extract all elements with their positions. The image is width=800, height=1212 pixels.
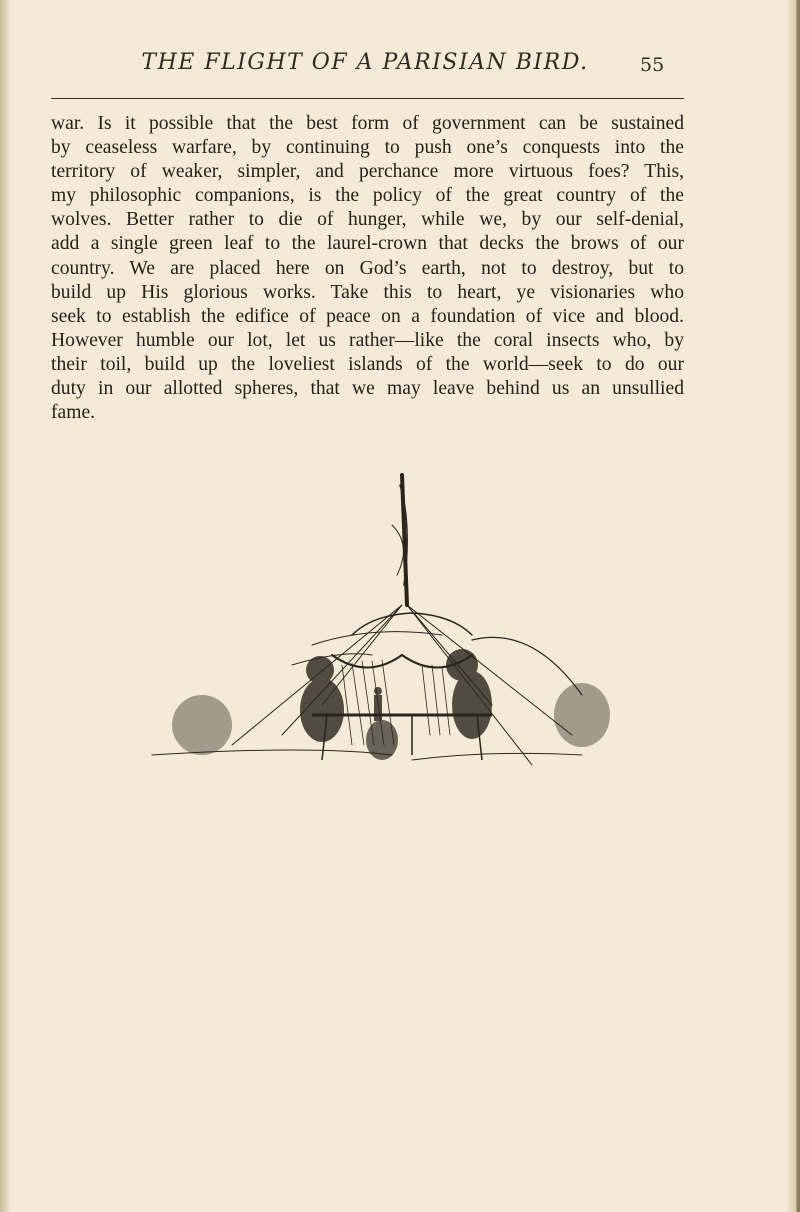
text-line: by ceaseless warfare, by continuing to push one’s conquests into the [51, 137, 684, 159]
text-line: However humble our lot, let us rather—like the coral insects who, by [51, 329, 684, 351]
page-edge-left [0, 0, 10, 1212]
text-line: their toil, build up the loveliest islands of the world—seek to do our [51, 353, 684, 375]
text-line: duty in our allotted spheres, that we may leave behind us an unsullied [51, 378, 684, 400]
text-line: seek to establish the edifice of peace on a foundation of vice and blood. [51, 305, 684, 327]
text-line: build up His glorious works. Take this to heart, ye visionaries who [51, 281, 684, 303]
header-rule [51, 98, 684, 99]
text-line: fame. [51, 402, 96, 424]
text-line: my philosophic companions, is the policy of the great country of the [51, 185, 684, 207]
page-header [0, 50, 800, 90]
text-line: country. We are placed here on God’s earth, not to destroy, but to [51, 257, 684, 279]
page-number: 55 [640, 54, 665, 76]
text-line: war. Is it possible that the best form of government can be sustained [51, 113, 684, 134]
running-head: THE FLIGHT OF A PARISIAN BIRD. [141, 50, 589, 75]
engraving-animals-banquet-icon [112, 465, 632, 765]
text-line: add a single green leaf to the laurel-crown that decks the brows of our [51, 233, 684, 255]
body-paragraph [51, 112, 684, 425]
page-edge-right [786, 0, 800, 1212]
text-line: wolves. Better rather to die of hunger, while we, by our self-denial, [51, 209, 684, 231]
text-line: territory of weaker, simpler, and perchance more virtuous foes? This, [51, 161, 684, 183]
